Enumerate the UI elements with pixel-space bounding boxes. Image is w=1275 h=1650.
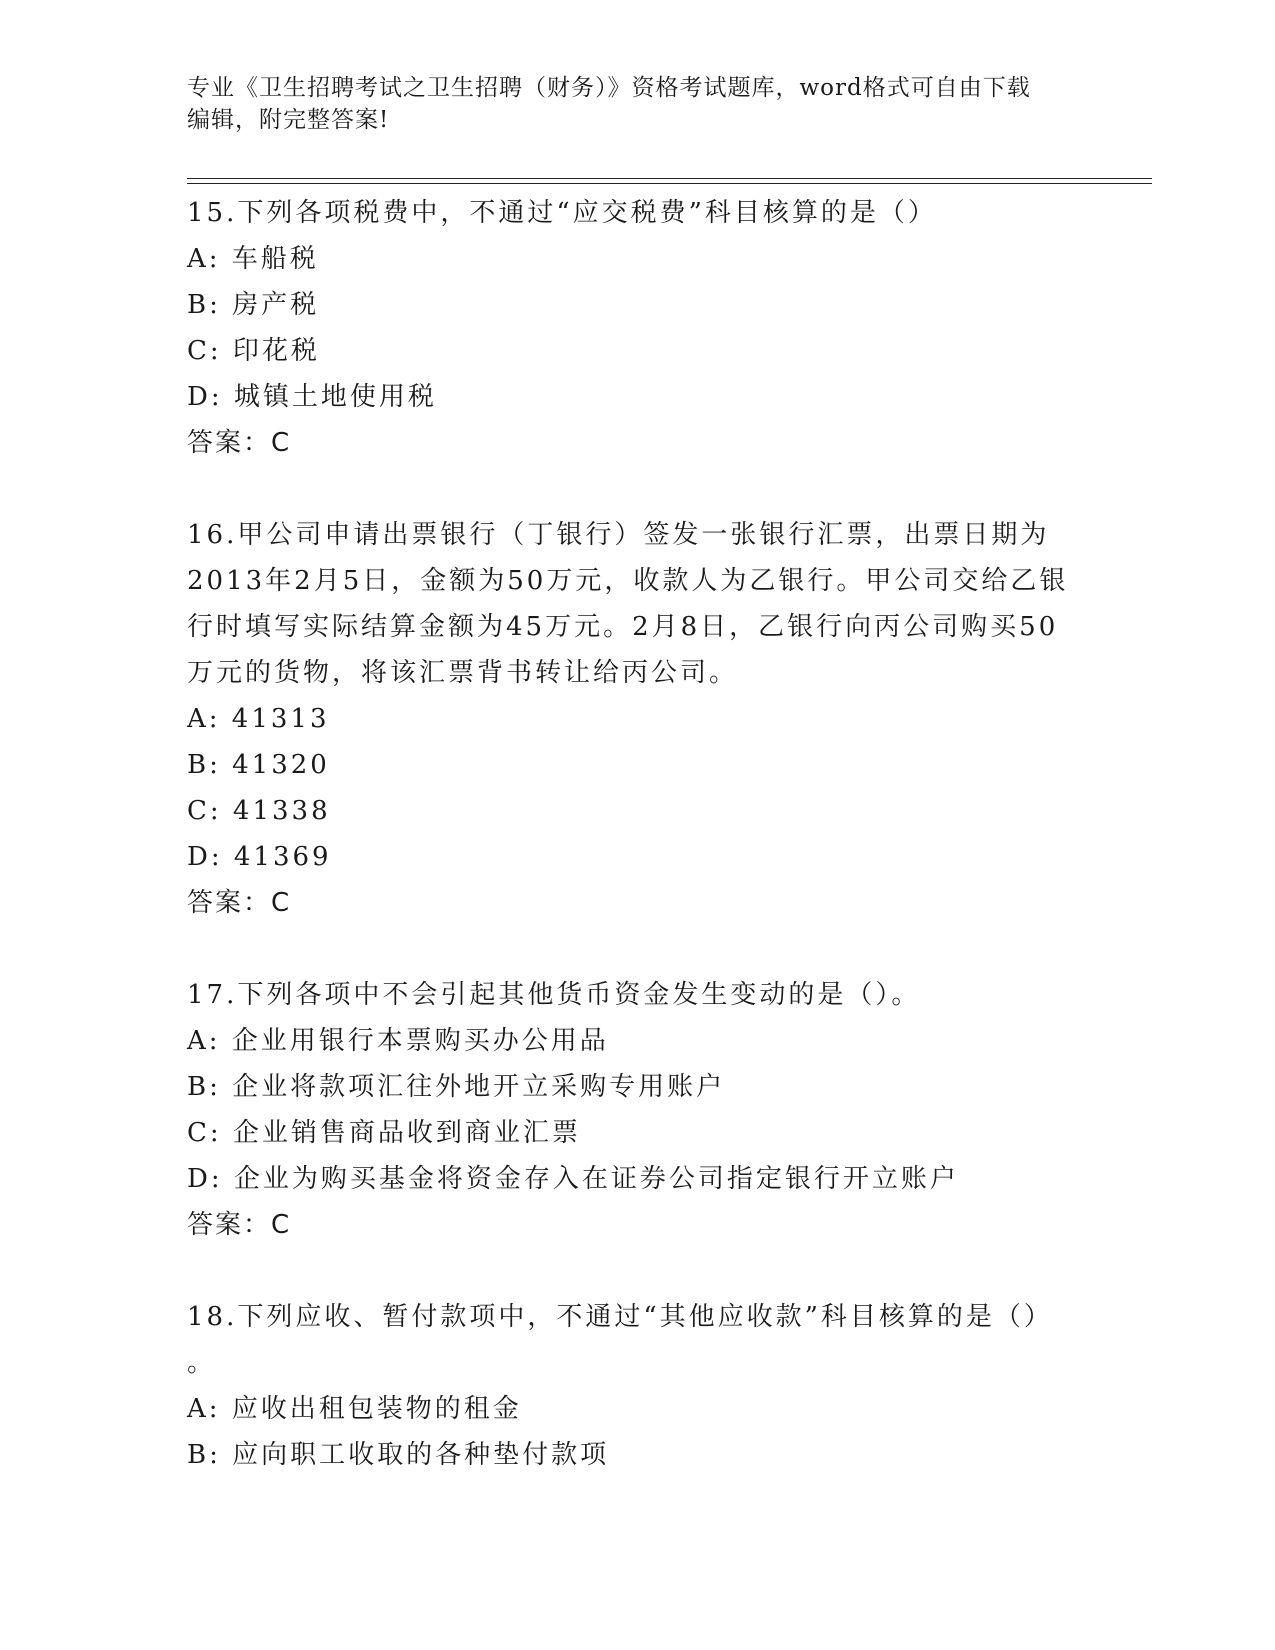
header-divider-bottom [187, 183, 1152, 184]
answer-label: 答案：C [187, 888, 292, 918]
header-divider-top [187, 178, 1152, 179]
option-d: D: 企业为购买基金将资金存入在证券公司指定银行开立账户 [187, 1164, 959, 1194]
document-header [187, 72, 1087, 136]
option-c: C: 印花税 [187, 336, 320, 366]
option-b: B: 应向职工收取的各种垫付款项 [187, 1440, 610, 1470]
header-line-1: 专业《卫生招聘考试之卫生招聘（财务）》资格考试题库，word格式可自由下载 [187, 75, 1031, 101]
option-a: A: 车船税 [187, 244, 319, 274]
question-stem-line-2: 2013年2月5日，金额为50万元，收款人为乙银行。甲公司交给乙银 [187, 566, 1069, 596]
question-16 [187, 512, 1087, 926]
question-18 [187, 1294, 1087, 1478]
answer-label: 答案：C [187, 1210, 292, 1240]
question-stem: 17.下列各项中不会引起其他货币资金发生变动的是（）。 [187, 980, 921, 1010]
answer-label: 答案：C [187, 428, 292, 458]
option-a: A: 应收出租包装物的租金 [187, 1394, 522, 1424]
question-17 [187, 972, 1087, 1248]
question-list [187, 190, 1087, 1524]
question-stem-line-2: 。 [187, 1348, 217, 1378]
option-c: C: 企业销售商品收到商业汇票 [187, 1118, 581, 1148]
option-a: A: 企业用银行本票购买办公用品 [187, 1026, 609, 1056]
option-b: B: 企业将款项汇往外地开立采购专用账户 [187, 1072, 726, 1102]
header-line-2: 编辑，附完整答案! [187, 107, 390, 133]
question-stem: 15.下列各项税费中，不通过“应交税费”科目核算的是（） [187, 198, 937, 228]
option-b: B: 房产税 [187, 290, 320, 320]
question-stem-line-1: 18.下列应收、暂付款项中，不通过“其他应收款”科目核算的是（） [187, 1302, 1053, 1332]
option-c: C: 41338 [187, 796, 331, 826]
question-stem-line-3: 行时填写实际结算金额为45万元。2月8日，乙银行向丙公司购买50 [187, 612, 1059, 642]
option-d: D: 城镇土地使用税 [187, 382, 437, 412]
question-15 [187, 190, 1087, 466]
option-d: D: 41369 [187, 842, 332, 872]
question-stem-line-4: 万元的货物，将该汇票背书转让给丙公司。 [187, 658, 739, 688]
option-a: A: 41313 [187, 704, 330, 734]
option-b: B: 41320 [187, 750, 330, 780]
question-stem-line-1: 16.甲公司申请出票银行（丁银行）签发一张银行汇票，出票日期为 [187, 520, 1050, 550]
